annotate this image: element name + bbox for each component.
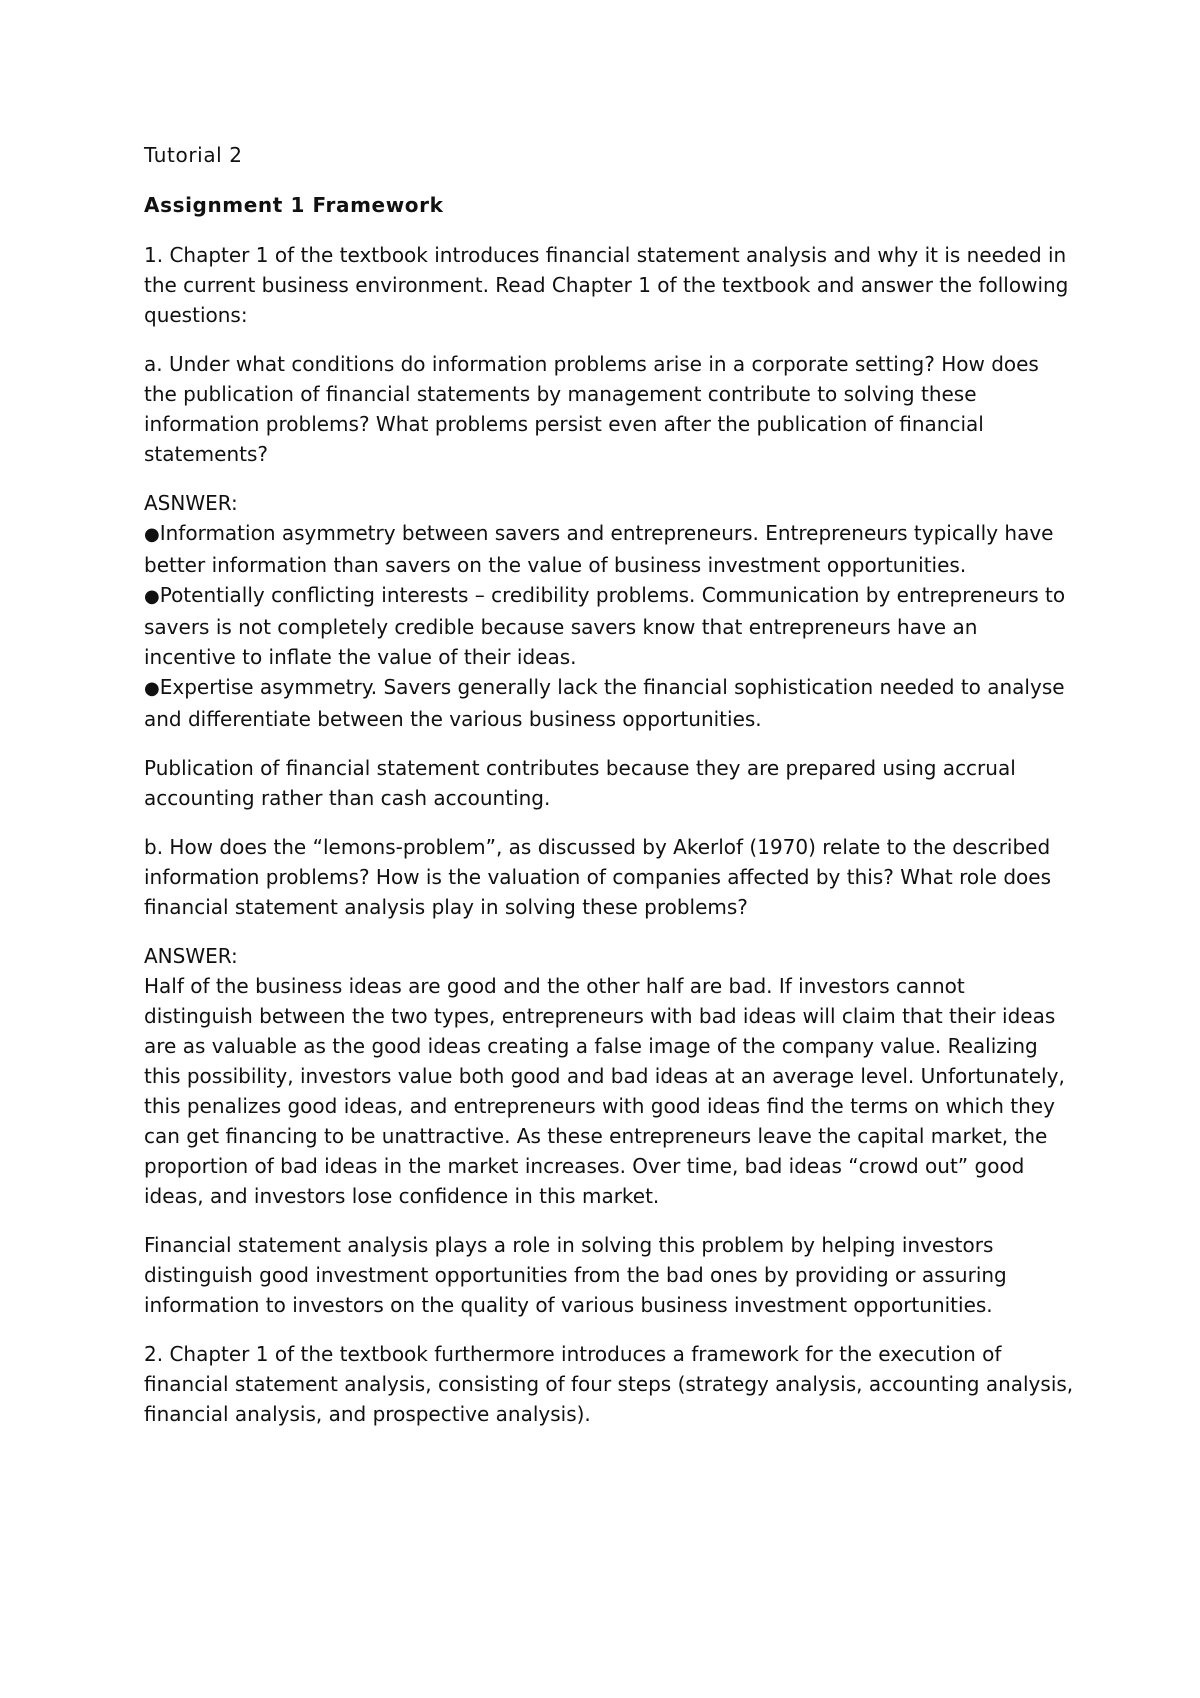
question-1-intro: 1. Chapter 1 of the textbook introduces financial statement analysis and why it is needed in the current business environment. Read Chapter 1 of the textbook and answer the following questions:	[144, 243, 1069, 327]
answer-label: ANSWER:	[144, 944, 238, 968]
question-1a-answer	[144, 488, 1074, 734]
question-2-intro: 2. Chapter 1 of the textbook furthermore introduces a framework for the execution of financial statement analysis, consisting of four steps (strategy analysis, accounting analysis, financial analysis, and prospective analysis).	[144, 1342, 1074, 1426]
bullet-icon: ●	[144, 586, 160, 607]
question-1b-answer	[144, 941, 1074, 1211]
document-subtitle: Assignment 1 Framework	[144, 193, 444, 217]
document-page	[144, 140, 1074, 1448]
bullet-icon: ●	[144, 678, 160, 699]
bullet-text: Information asymmetry between savers and entrepreneurs. Entrepreneurs typically have better information than savers on the value of business investment opportunities.	[144, 521, 1054, 577]
answer-bullet-item	[144, 518, 1074, 580]
question-1b: b. How does the “lemons-problem”, as discussed by Akerlof (1970) relate to the described information problems? How is the valuation of companies affected by this? What role does financial statement analysis play in solving these problems?	[144, 835, 1051, 919]
document-title: Tutorial 2	[144, 143, 243, 167]
publication-paragraph: Publication of financial statement contributes because they are prepared using accrual accounting rather than cash accounting.	[144, 756, 1016, 810]
answer-paragraph: Half of the business ideas are good and the other half are bad. If investors cannot distinguish between the two types, entrepreneurs with bad ideas will claim that their ideas are as valuable as the good ideas creating a false image of the company value. Realizing this possibility, investors value both good and bad ideas at an average level. Unfortunately, this penalizes good ideas, and entrepreneurs with good ideas find the terms on which they can get financing to be unattractive. As these entrepreneurs leave the capital market, the proportion of bad ideas in the market increases. Over time, bad ideas “crowd out” good ideas, and investors lose confidence in this market.	[144, 974, 1065, 1208]
bullet-icon: ●	[144, 524, 160, 545]
answer-label: ASNWER:	[144, 491, 238, 515]
bullet-text: Potentially conflicting interests – credibility problems. Communication by entrepreneurs to savers is not completely credible because savers know that entrepreneurs have an incentive to inflate the value of their ideas.	[144, 583, 1066, 669]
answer-bullet-item	[144, 580, 1074, 672]
bullet-text: Expertise asymmetry. Savers generally lack the financial sophistication needed to analyse and differentiate between the various business opportunities.	[144, 675, 1065, 731]
answer-bullet-item	[144, 672, 1074, 734]
question-1a: a. Under what conditions do information problems arise in a corporate setting? How does the publication of financial statements by management contribute to solving these information problems? What problems persist even after the publication of financial statements?	[144, 352, 1039, 466]
role-paragraph: Financial statement analysis plays a role in solving this problem by helping investors distinguish good investment opportunities from the bad ones by providing or assuring information to investors on the quality of various business investment opportunities.	[144, 1233, 1007, 1317]
